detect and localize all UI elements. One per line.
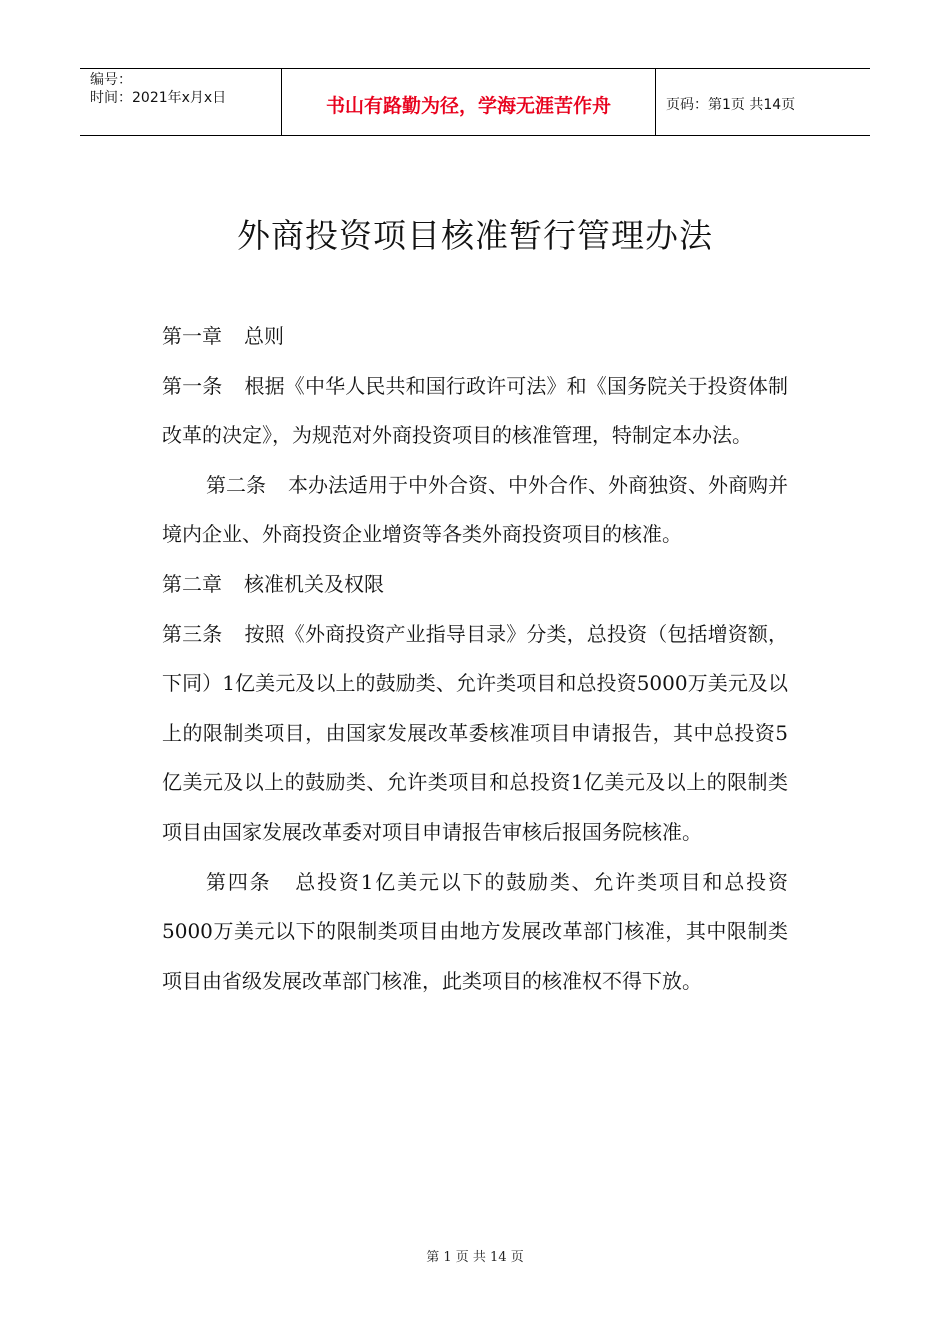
document-number-label: 编号： [90, 72, 132, 88]
section-heading: 第一章 [162, 324, 222, 348]
header-page-cell [656, 69, 870, 135]
document-title: 外商投资项目核准暂行管理办法 [237, 216, 713, 255]
section-heading: 第四条 [206, 869, 272, 894]
section-heading: 第二条 [206, 472, 266, 497]
section-paragraph [162, 312, 788, 362]
motto-text: 书山有路勤为径，学海无涯苦作舟 [325, 94, 611, 117]
section-heading: 第二章 [162, 571, 222, 596]
section-text: 总则 [244, 324, 284, 348]
section-heading: 第一条 [162, 373, 223, 398]
section-text: 本办法适用于中外合资、中外合作、外商独资、外商购并境内企业、外商投资企业增资等各类外商投资项目的核准。 [162, 472, 788, 547]
header-page-info: 页码：第1页 共14页 [666, 97, 796, 113]
section-text: 核准机关及权限 [244, 571, 384, 596]
section-paragraph [162, 560, 788, 610]
page-footer: 第 1 页 共 14 页 [426, 1250, 524, 1265]
section-text: 按照《外商投资产业指导目录》分类，总投资（包括增资额，下同）1亿美元及以上的鼓励类、允许类项目和总投资5000万美元及以上的限制类项目，由国家发展改革委核准项目申请报告，其中总投资5亿美元及以上的鼓励类、允许类项目和总投资1亿美元及以上的限制类项目由国家发展改革委对项目申请报告审核后报国务院核准。 [162, 621, 789, 844]
section-paragraph [162, 461, 788, 560]
document-time-label: 时间：2021年x月x日 [90, 90, 227, 106]
section-paragraph [162, 610, 788, 858]
section-text: 根据《中华人民共和国行政许可法》和《国务院关于投资体制改革的决定》，为规范对外商投资项目的核准管理，特制定本办法。 [162, 373, 789, 448]
header-meta-cell [80, 69, 282, 135]
document-body [162, 312, 788, 1006]
section-paragraph [162, 362, 788, 461]
section-text: 总投资1亿美元以下的鼓励类、允许类项目和总投资5000万美元以下的限制类项目由地方发展改革部门核准，其中限制类项目由省级发展改革部门核准，此类项目的核准权不得下放。 [162, 869, 789, 993]
section-heading: 第三条 [162, 621, 223, 646]
section-paragraph [162, 858, 788, 1007]
header-motto-cell [282, 69, 656, 135]
header-table [80, 68, 870, 136]
